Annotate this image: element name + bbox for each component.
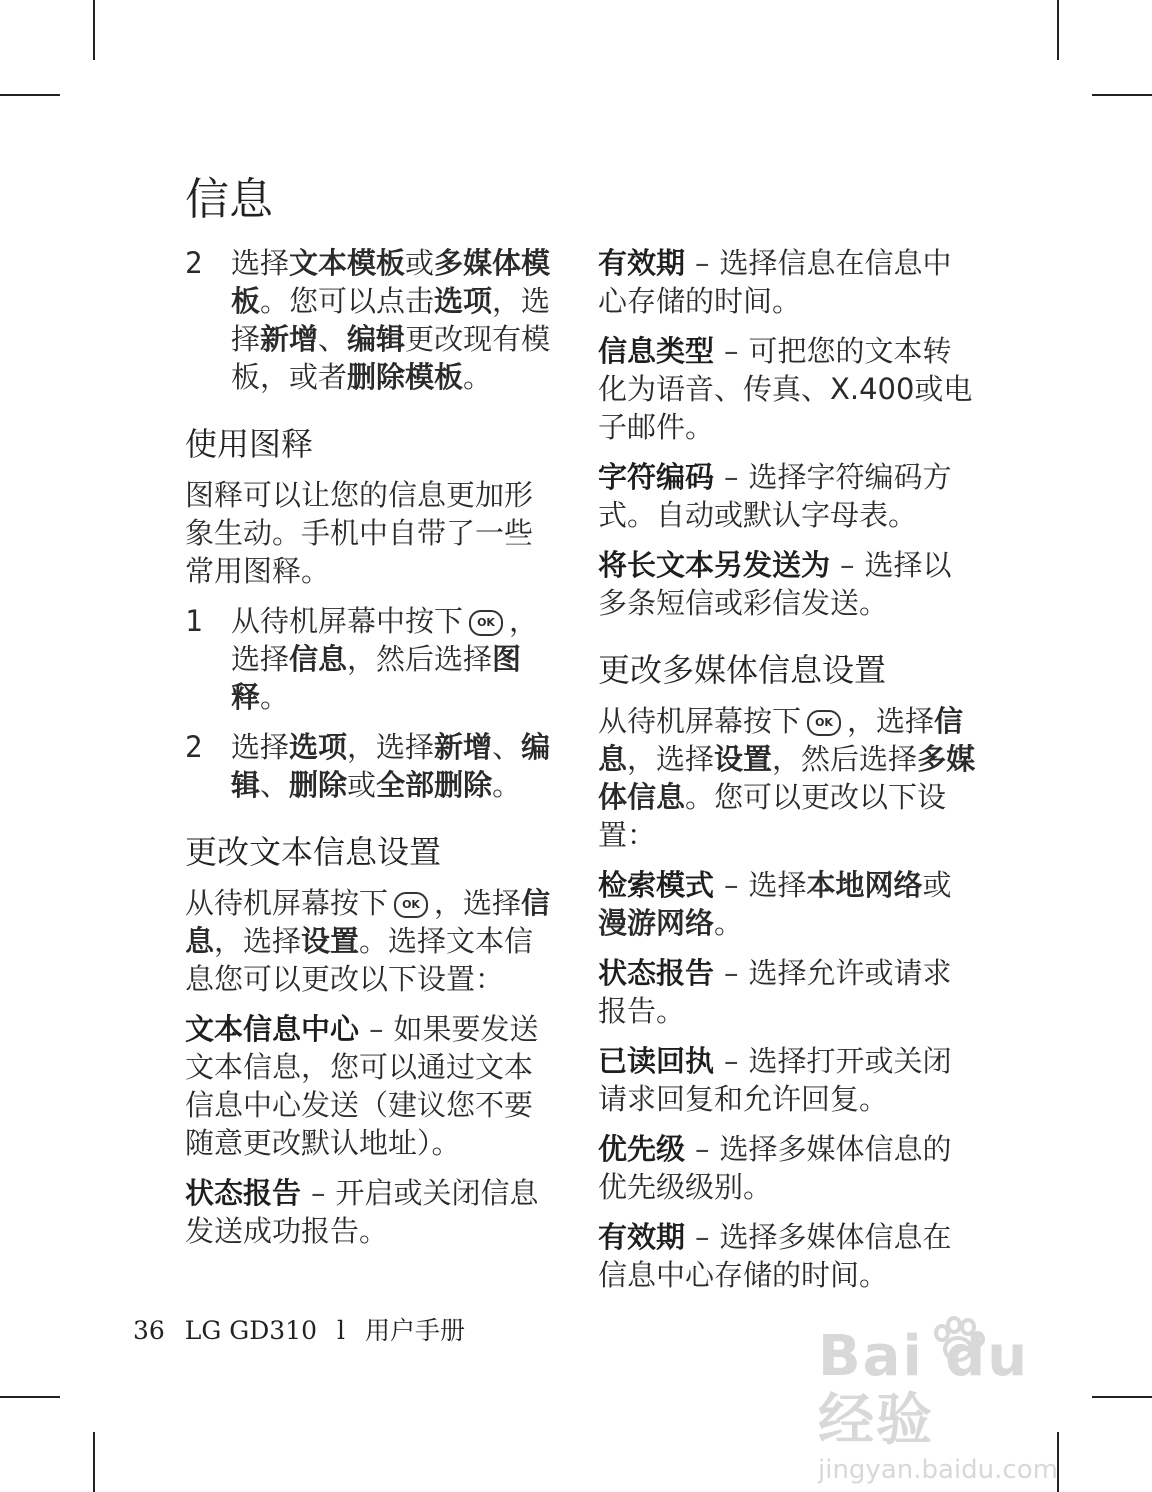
step-number: 1 [185, 604, 203, 638]
step-text: 选择文本模板或多媒体模板。您可以点击选项，选择新增、编辑更改现有模板，或者删除模板。 [231, 246, 551, 394]
setting-item: 优先级 – 选择多媒体信息的优先级级别。 [598, 1132, 952, 1204]
crop-mark [0, 1396, 60, 1398]
step-open-emoticons [185, 602, 560, 716]
page-footer [133, 1316, 477, 1346]
ok-key-icon: OK [469, 610, 503, 636]
crop-mark [93, 0, 95, 60]
section-heading-emoticons: 使用图释 [185, 425, 314, 463]
baidu-jingyan-watermark [818, 1324, 1078, 1485]
step-edit-emoticons [185, 728, 560, 804]
mms-settings-intro: 从待机屏幕按下 OK ，选择信息，选择设置，然后选择多媒体信息。您可以更改以下设置： [598, 704, 976, 852]
setting-item: 将长文本另发送为 – 选择以多条短信或彩信发送。 [598, 548, 952, 620]
text-settings-intro: 从待机屏幕按下 OK ，选择信息，选择设置。选择文本信息您可以更改以下设置： [185, 886, 551, 996]
crop-mark [93, 1432, 95, 1492]
page-number: 36 [133, 1316, 165, 1345]
setting-item: 检索模式 – 选择本地网络或漫游网络。 [598, 868, 952, 940]
step-select-template [185, 244, 560, 396]
setting-item: 字符编码 – 选择字符编码方式。自动或默认字母表。 [598, 460, 952, 532]
left-column [185, 244, 560, 1262]
emoticons-description: 图释可以让您的信息更加形象生动。手机中自带了一些常用图释。 [185, 478, 534, 588]
setting-item: 已读回执 – 选择打开或关闭请求回复和允许回复。 [598, 1044, 952, 1116]
setting-item: 状态报告 – 选择允许或请求报告。 [598, 956, 952, 1028]
setting-item: 有效期 – 选择信息在信息中心存储的时间。 [598, 246, 952, 318]
setting-item: 状态报告 – 开启或关闭信息发送成功报告。 [185, 1176, 539, 1248]
right-column [598, 244, 978, 1306]
step-text: 选择选项，选择新增、编辑、删除或全部删除。 [231, 730, 551, 802]
model-name: LG GD310 [184, 1316, 318, 1345]
crop-mark [1092, 94, 1152, 96]
watermark-url: jingyan.baidu.com [818, 1455, 1058, 1485]
step-number: 2 [185, 730, 203, 764]
step-number: 2 [185, 246, 203, 280]
manual-title: 用户手册 [364, 1316, 465, 1345]
page-title: 信息 [185, 174, 273, 225]
paw-logo-icon [928, 1315, 988, 1365]
footer-separator: l [336, 1316, 345, 1345]
step-text: 从待机屏幕中按下 OK ，选择信息，然后选择图释。 [231, 604, 539, 714]
setting-item: 信息类型 – 可把您的文本转化为语音、传真、X.400或电子邮件。 [598, 334, 973, 444]
crop-mark [1092, 1396, 1152, 1398]
crop-mark [0, 94, 60, 96]
ok-key-icon: OK [394, 892, 428, 918]
section-heading-text-settings: 更改文本信息设置 [185, 833, 442, 871]
setting-item: 有效期 – 选择多媒体信息在信息中心存储的时间。 [598, 1220, 952, 1292]
watermark-brand: Bai du 经验 [818, 1324, 1030, 1453]
setting-item: 文本信息中心 – 如果要发送文本信息，您可以通过文本信息中心发送（建议您不要随意更改默认地址）。 [185, 1012, 539, 1160]
section-heading-mms-settings: 更改多媒体信息设置 [598, 651, 887, 689]
ok-key-icon: OK [807, 710, 841, 736]
crop-mark [1057, 0, 1059, 60]
